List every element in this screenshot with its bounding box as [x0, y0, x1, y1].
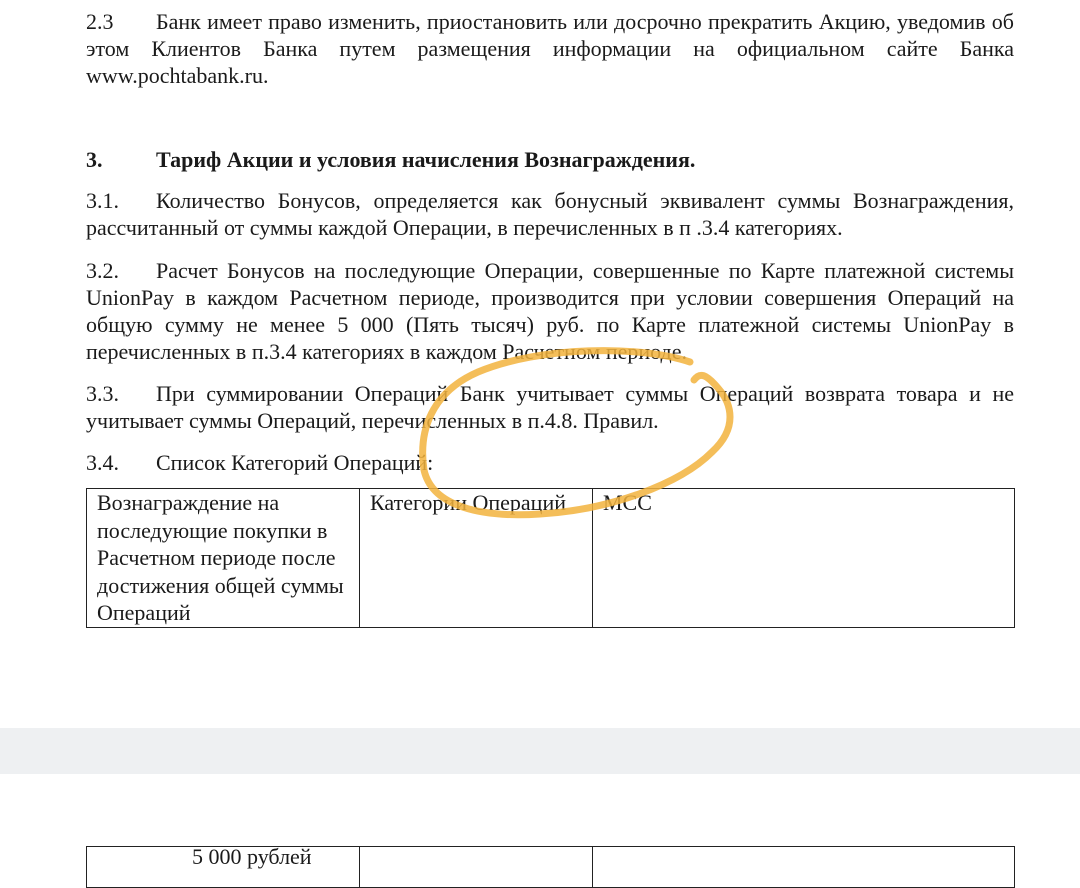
- paragraph-2-3: [86, 8, 1014, 89]
- paragraph-3-1: [86, 187, 1014, 241]
- paragraph-text: Количество Бонусов, определяется как бонусный эквивалент суммы Вознаграждения, рассчитанный от суммы каждой Операции, в перечисленных в п .3.4 категориях.: [86, 188, 1014, 240]
- reward-threshold-cell: [87, 844, 360, 888]
- categories-cell: [360, 847, 593, 888]
- categories-table-continued: [86, 846, 1015, 888]
- paragraph-text: При суммировании Операций Банк учитывает суммы Операций возврата товара и не учитывает суммы Операций, перечисленных в п.4.8. Правил.: [86, 381, 1014, 433]
- heading-title: Тариф Акции и условия начисления Вознаграждения.: [156, 147, 696, 172]
- paragraph-number: 2.3: [86, 9, 114, 34]
- paragraph-text: Банк имеет право изменить, приостановить или досрочно прекратить Акцию, уведомив об этом Клиентов Банка путем размещения информации на официальном сайте Банка www.pochtabank.ru.: [86, 9, 1014, 88]
- heading-number: 3.: [86, 147, 103, 172]
- categories-table: [86, 488, 1015, 628]
- paragraph-number: 3.3.: [86, 381, 119, 406]
- paragraph-number: 3.4.: [86, 450, 119, 475]
- paragraph-3-4: [86, 449, 1014, 476]
- page-separator: [0, 728, 1080, 774]
- header-reward-cell: Вознаграждение на последующие покупки в Расчетном периоде после достижения общей суммы Операций: [87, 489, 360, 628]
- reward-threshold-text: 5 000 рублей: [192, 844, 312, 869]
- paragraph-number: 3.1.: [86, 188, 119, 213]
- mcc-cell: [593, 847, 1015, 888]
- paragraph-text: Список Категорий Операций:: [156, 450, 434, 475]
- paragraph-text: Расчет Бонусов на последующие Операции, совершенные по Карте платежной системы UnionPay в каждом Расчетном периоде, производится при условии совершения Операций на общую сумму не менее 5 000 (Пять тысяч) руб. по Карте платежной системы UnionPay в перечисленных в п.3.4 категориях в каждом Расчетном периоде.: [86, 258, 1014, 364]
- paragraph-3-2: [86, 257, 1014, 365]
- document-page-2: [0, 774, 1080, 869]
- section-3-heading: [86, 146, 695, 173]
- paragraph-3-3: [86, 380, 1014, 434]
- header-categories-cell: Категории Операций: [360, 489, 593, 628]
- header-mcc-cell: MCC: [593, 489, 1015, 628]
- table-header-row: [87, 489, 1015, 628]
- table-row: [87, 847, 1015, 888]
- paragraph-number: 3.2.: [86, 258, 119, 283]
